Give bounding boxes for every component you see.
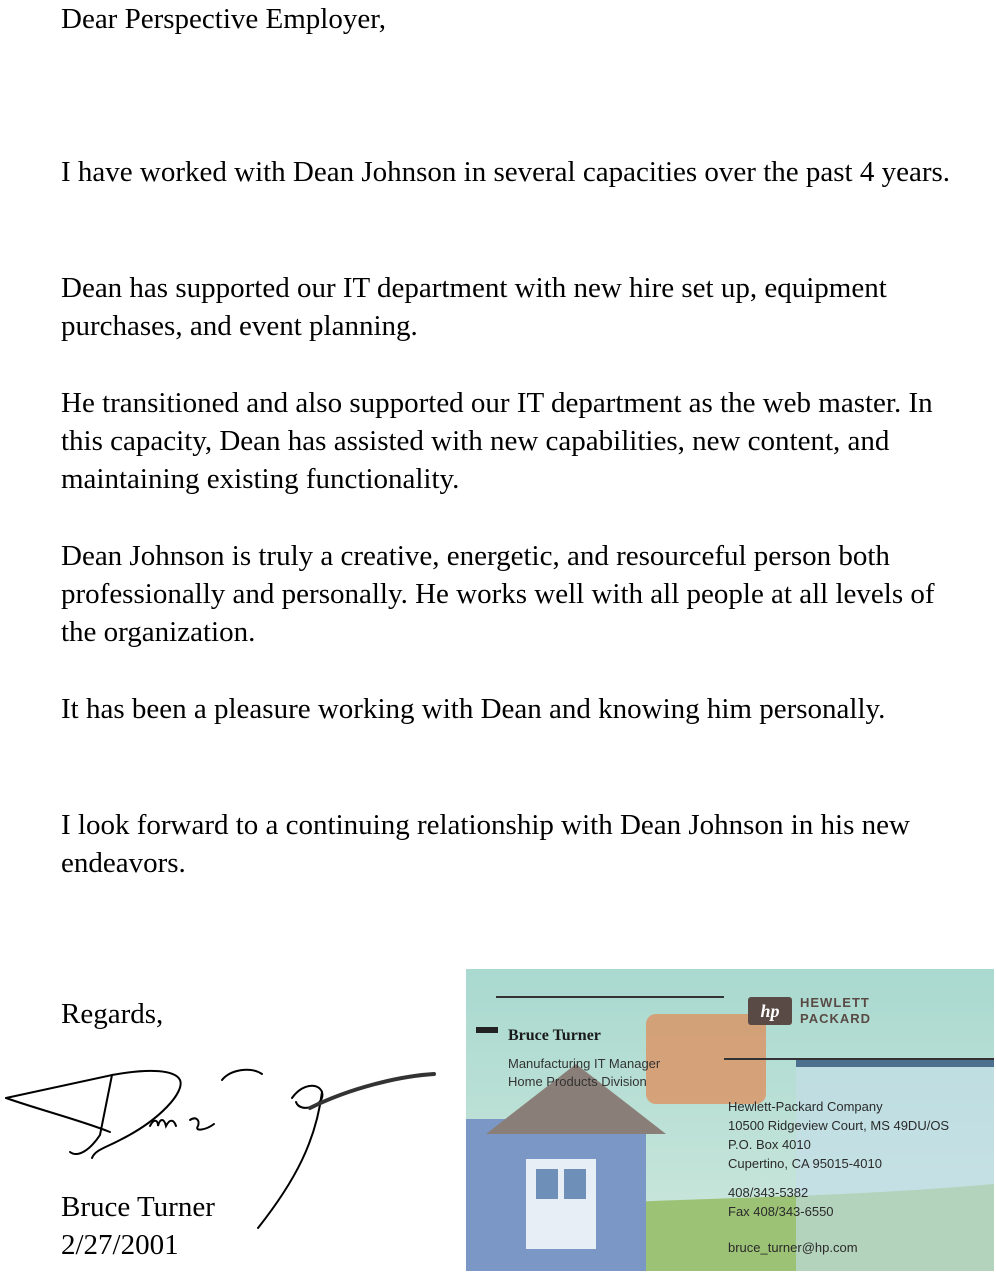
letter-date: 2/27/2001 <box>61 1229 179 1261</box>
card-company: Hewlett-Packard Company <box>728 1099 883 1114</box>
salutation: Dear Perspective Employer, <box>61 3 386 35</box>
paragraph-4: Dean Johnson is truly a creative, energetic, and resourceful person both professionally and personally. He works well with all people at all levels of the organization. <box>61 540 935 648</box>
card-address-line-1: 10500 Ridgeview Court, MS 49DU/OS <box>728 1118 950 1133</box>
hp-logo <box>748 993 928 1033</box>
card-phone: 408/343-5382 <box>728 1185 809 1200</box>
card-email: bruce_turner@hp.com <box>728 1240 858 1255</box>
paragraph-6: I look forward to a continuing relationship with Dean Johnson in his new endeavors. <box>61 809 910 879</box>
paragraph-1: I have worked with Dean Johnson in several capacities over the past 4 years. <box>61 156 951 188</box>
card-job-title: Manufacturing IT Manager <box>508 1056 661 1071</box>
paragraph-5: It has been a pleasure working with Dean and knowing him personally. <box>61 693 886 725</box>
card-phone-block <box>728 1183 834 1221</box>
hp-logo-mark: hp <box>748 997 792 1025</box>
card-address-line-3: Cupertino, CA 95015-4010 <box>728 1156 882 1171</box>
logo-line-2: PACKARD <box>800 1011 872 1026</box>
closing: Regards, <box>61 998 164 1030</box>
card-address <box>728 1097 949 1173</box>
card-name: Bruce Turner <box>508 1027 601 1044</box>
card-fax: Fax 408/343-6550 <box>728 1204 834 1219</box>
card-address-line-2: P.O. Box 4010 <box>728 1137 811 1152</box>
card-title <box>508 1055 660 1091</box>
signer-name: Bruce Turner <box>61 1191 215 1223</box>
paragraph-2: Dean has supported our IT department with new hire set up, equipment purchases, and event planning. <box>61 272 887 342</box>
logo-line-1: HEWLETT <box>800 995 870 1010</box>
paragraph-3: He transitioned and also supported our IT department as the web master. In this capacity, Dean has assisted with new capabilities, new content, and maintaining existing functionality. <box>61 387 933 495</box>
card-division: Home Products Division <box>508 1074 647 1089</box>
business-card <box>466 969 994 1271</box>
hp-logo-text <box>800 995 871 1027</box>
